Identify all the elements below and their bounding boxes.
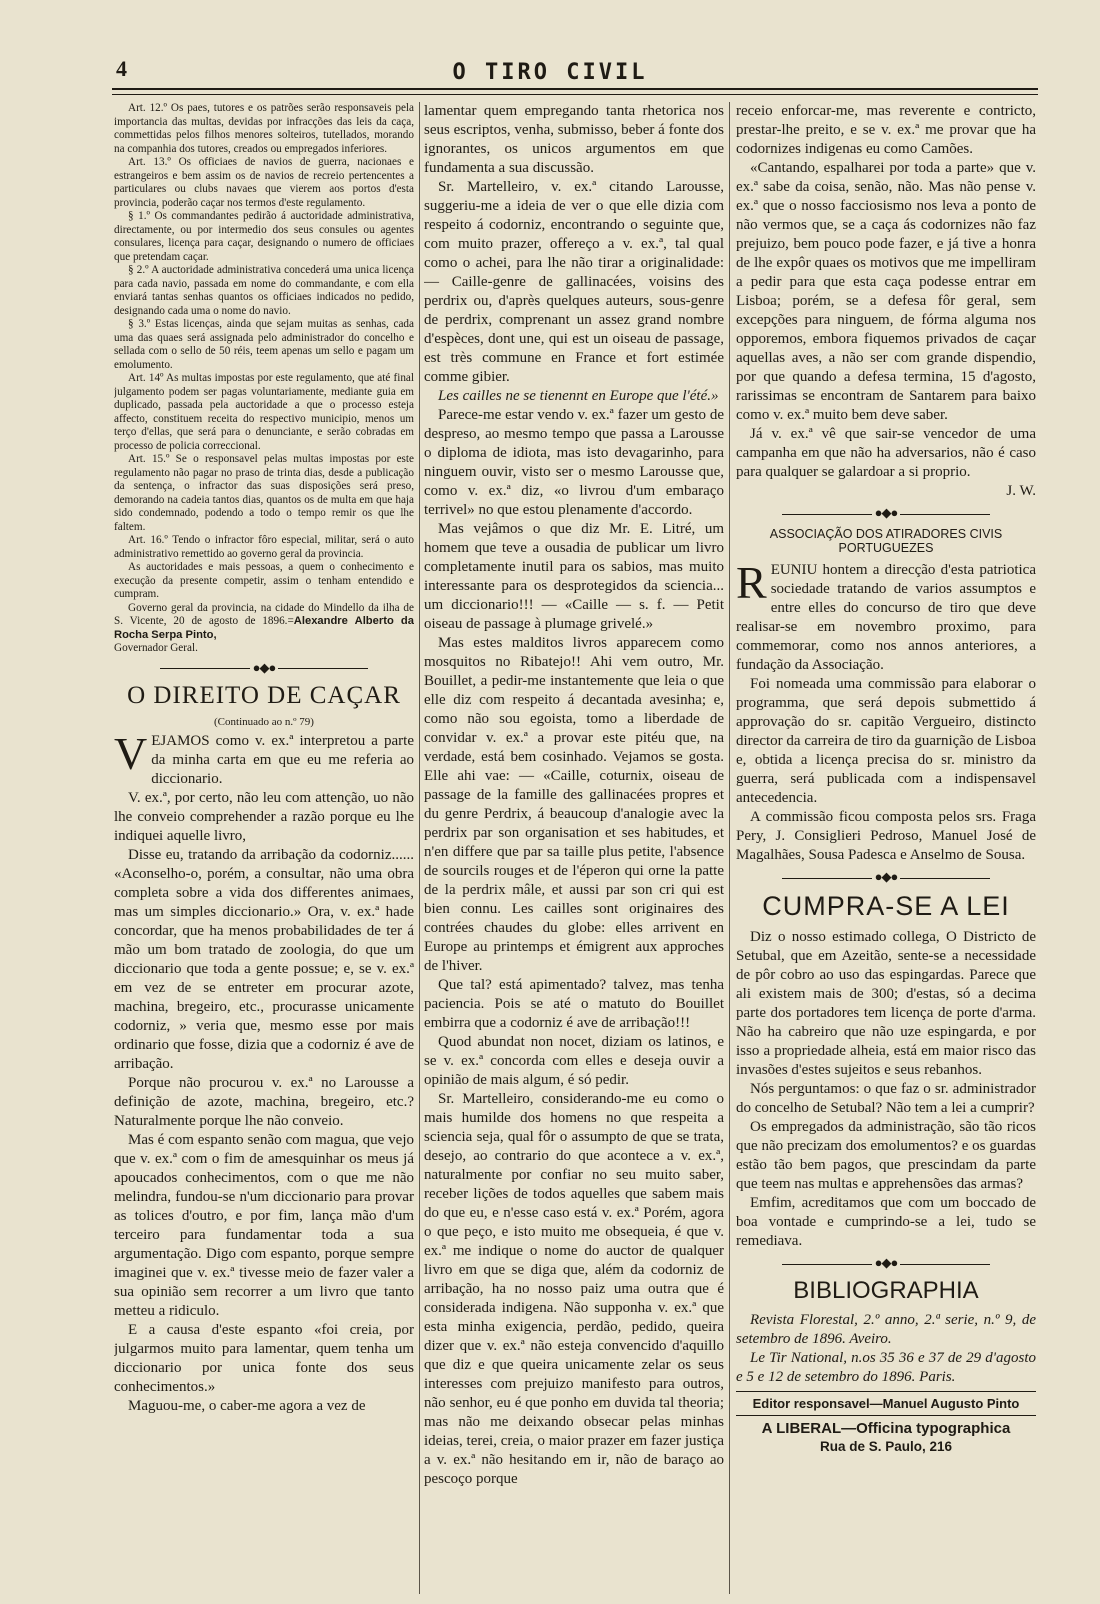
article-paragraph: Quod abundat non nocet, diziam os latinos, e se v. ex.ª concorda com elles e deseja ouvir a opinião de mais algum, é só pedir. <box>424 1034 724 1088</box>
bibliography-entry: Le Tir National, n.os 35 36 e 37 de 29 d'agosto e 5 e 12 de setembro do 1896. Paris. <box>736 1350 1036 1385</box>
ornament-divider: ●◆● <box>736 1255 1036 1271</box>
article-paragraph: § 3.º Estas licenças, ainda que sejam muitas as senhas, cada uma das quaes será assignada pelo administrador do concelho e sellada com o sello de 50 réis, teem apenas um sello e pagam um emolumento. <box>114 318 414 371</box>
ornament-divider: ●◆● <box>114 660 414 676</box>
article-paragraph: § 2.º A auctoridade administrativa concederá uma unica licença para cada navio, passada em nome do commandante, e com ella enviará tantas senhas quantos os officiaes indicados no pedido, designando cada uma o nome do navio. <box>114 264 414 317</box>
footer-rule <box>736 1391 1036 1392</box>
article-paragraph: As auctoridades e mais pessoas, a quem o conhecimento e execução da presente competir, assim o tenham entendido e cumpram. <box>114 561 414 600</box>
article-paragraph: Sr. Martelleiro, considerando-me eu como o mais humilde dos homens no que respeita a sciencia seja, qual fôr o assumpto de que se trata, desejo, ao contrario do que acontece a v. ex.ª, naturalmente por confiar no seu muito saber, receber lições de todos aquelles que sabem mais do que eu, e n'esse caso está v. ex.ª Porém, agora o que peço, e isto muito me obsequeia, é que v. ex.ª me indique o nome do auctor de qualquer livro em que se diga que, além da codorniz de arribação, ha no nosso paiz uma outra que é considerada indigena. Não supponha v. ex.ª que esta minha exigencia, perdão, pedido, queira dizer que v. ex.ª não esteja convencido d'aquillo que diz e que queira unicamente zelar os seus interesses com prejuizo manifesto para outros, não senhor, eu é que ponho em duvida tal theoria; mas não me deixando obsecar pelas minhas ideias, terei, creia, o maior prazer em fazer justiça a v. ex.ª não hesitando em ir, não de baraço ao pescoço porque <box>424 1091 724 1487</box>
ornament-divider: ●◆● <box>736 869 1036 885</box>
article-paragraph: «Cantando, espalharei por toda a parte» que v. ex.ª sabe da coisa, senão, não. Mas não pense v. ex.ª que o nosso facciosismo nos leva a ponto de não vermos que, se a caça ás codornizes não faz prejuizo, bem pouco pode fazer, e já tive a honra de lhe expôr quaes os motivos que me impelliram a pedir para que esta caça podesse entrar em Lisboa; porém, se a defesa fôr geral, sem excepções para ninguem, de fórma alguma nos opporemos, embora fiquemos privados de caçar aquellas aves, a não ser com grande dispendio, por que quando a defesa termina, 15 d'agosto, rarissimas se encontram de Santarem para baixo como v. ex.ª muito bem deve saber. <box>736 160 1036 423</box>
article-paragraph: Emfim, acreditamos que com um boccado de boa vontade e cumprindo-se a lei, tudo se remediava. <box>736 1195 1036 1249</box>
signer-name: Alexandre Alberto da Rocha Serpa Pinto, <box>114 615 414 641</box>
section-title: ASSOCIAÇÃO DOS ATIRADORES CIVIS PORTUGUEZES <box>769 527 1003 555</box>
printer-line: A LIBERAL—Officina typographica <box>761 1420 1011 1437</box>
article-paragraph: Art. 12.º Os paes, tutores e os patrões serão responsaveis pela importancia das multas, devidas por infracções das leis da caça, commettidas pelos filhos menores solteiros, tutellados, morando na companhia dos tutores, creados ou empregados inferiores. <box>114 102 414 155</box>
column-divider <box>419 102 420 1594</box>
lead-text: como v. ex.ª interpretou a parte da minha carta em que eu me referia ao diccionario. <box>151 732 414 787</box>
article-paragraph: § 1.º Os commandantes pedirão á auctoridade administrativa, directamente, ou por intermedio dos seus consules ou agentes consulares, licença para caçar, designando o numero de officiaes que pretendam caçar. <box>114 210 414 263</box>
section-title: BIBLIOGRAPHIA <box>793 1277 979 1304</box>
article-lead-paragraph <box>736 557 1036 675</box>
article-paragraph: Nós perguntamos: o que faz o sr. administrador do concelho de Setubal? Não tem a lei a cumprir? <box>736 1081 1036 1116</box>
regulation-articles <box>114 102 414 656</box>
continuation-note: (Continuado ao n.º 79) <box>214 715 314 728</box>
column-1 <box>114 102 414 1594</box>
lead-word: EUNIU <box>770 562 818 578</box>
editor-line: Editor responsavel—Manuel Augusto Pinto <box>752 1396 1020 1411</box>
article-paragraph: Os empregados da administração, são tão ricos que não precizam dos emolumentos? e os guardas estão tão bem pagos, que prescindam da parte que teem nas multas e apprehensões das armas? <box>736 1119 1036 1192</box>
article-paragraph: V. ex.ª, por certo, não leu com attenção, uo não lhe conveio comprehender a razão porque eu lhe indiquei aquelle livro, <box>114 789 414 844</box>
article-paragraph: Sr. Martelleiro, v. ex.ª citando Larousse, suggeriu-me a ideia de ver o que elle dizia com respeito á codorniz, encontrando o seguinte que, com muito prazer, offereço a v. ex.ª, tal qual como o achei, para lhe não tirar a originalidade: — Caille-genre de gallinacées, voisins des perdrix ou, d'après quelques auteurs, sous-genre de perdrix, comprenant un assez grand nombre d'espèces, dont une, qui est un oiseau de passage, est très commune en France et fort estimée comme gibier. <box>424 179 724 385</box>
article-paragraph: Que tal? está apimentado? talvez, mas tenha paciencia. Pois se até o matuto do Bouillet embirra que a codorniz é ave de arribação!!! <box>424 977 724 1031</box>
article-paragraph: Parece-me estar vendo v. ex.ª fazer um gesto de despreso, ao mesmo tempo que passa a Larousse o diploma de idiota, mas isto devagarinho, para ninguem ouvir, visto ser o mesmo Larousse que, como v. ex.ª diz, «o livrou d'um embaraço terrivel» no que estou plenamente d'accordo. <box>424 407 724 518</box>
column-divider <box>729 102 730 1594</box>
lead-text: hontem a direcção d'esta patriotica sociedade tratando de varios assumptos e entre elles do concurso de tiro que deve realisar-se em novembro proximo, para commemorar, como nos annos anteriores, a fundação da Associação. <box>736 562 1036 673</box>
governor-date-line: Governo geral da provincia, na cidade do Mindello da ilha de S. Vicente, 20 de agosto de 1896.= <box>114 601 414 627</box>
drop-cap: V <box>114 727 148 779</box>
section-title: O DIREITO DE CAÇAR <box>127 681 401 709</box>
column-2 <box>424 102 724 1594</box>
article-paragraph: A commissão ficou composta pelos srs. Fraga Pery, J. Consiglieri Pedroso, Manuel José de Magalhães, Sousa Padesca e Anselmo de Sousa. <box>736 809 1036 863</box>
article-paragraph: Maguou-me, o caber-me agora a vez de <box>128 1397 366 1414</box>
section-title: CUMPRA-SE A LEI <box>762 891 1010 921</box>
header-rule <box>112 88 1038 90</box>
article-paragraph: Foi nomeada uma commissão para elaborar o programma, que será depois submettido á approvação do sr. capitão Vergueiro, distincto director da carreira de tiro da guarnição de Lisboa e, obtida a licença precisa do sr. ministro da guerra, será publicada com a indispensavel antecedencia. <box>736 676 1036 806</box>
article-paragraph: Art. 14º As multas impostas por este regulamento, que até final julgamento podem ser pagas voluntariamente, mediante guia em duplicado, passada pela auctoridade a que o processo esteja affecto, constituem receita do respectivo municipio, menos um terço d'ellas, que será para o denunciante, e serão cobradas em processo de policia correccional. <box>114 372 414 452</box>
signer-title: Governador Geral. <box>114 642 198 654</box>
article-paragraph: Mas é com espanto senão com magua, que vejo que v. ex.ª com o fim de amesquinhar os meus já apoucados conhecimentos, com o que me não melindra, fundou-se n'um diccionario para provar as tolices d'outro, e por fim, lança mão d'um terceiro para fundamentar toda a sua argumentação. Digo com espanto, porque sempre imaginei que v. ex.ª tivesse meio de fazer valer a sua opinião sem recorrer a um livro que tanto metteu a ridiculo. <box>114 1131 414 1319</box>
printer-address: Rua de S. Paulo, 216 <box>819 1439 953 1454</box>
lead-word: EJAMOS <box>151 732 210 749</box>
article-paragraph: Disse eu, tratando da arribação da codorniz...... «Aconselho-o, porém, a consultar, não uma obra completa sobre a vida dos differentes animaes, mas um simples diccionario.» Ora, v. ex.ª hade concordar, que ha menos probabilidades de ter á mão um bom tratado de zoologia, do que um diccionario que toda a gente possue; e, se v. ex.ª em vez de se entreter em procurar azote, machina, bregeiro, etc., procurasse unicamente codorniz, » veria que, mesmo esse por mais ordinario que fosse, dizia que a codorniz é ave de arribação. <box>114 846 414 1072</box>
footer-rule <box>736 1415 1036 1416</box>
article-quote: Les cailles ne se tienennt en Europe que l'été.» <box>438 388 719 404</box>
article-paragraph: Art. 16.º Tendo o infractor fôro especial, militar, será o auto administrativo remettido ao governo geral da provincia. <box>114 534 414 560</box>
article-lead-paragraph <box>114 727 414 789</box>
article-paragraph: receio enforcar-me, mas reverente e contricto, prestar-lhe preito, e se v. ex.ª me provar que ha codornizes indigenas eu como Camões. <box>736 103 1036 157</box>
newspaper-title: O TIRO CIVIL <box>452 60 648 85</box>
column-3 <box>736 102 1036 1594</box>
article-paragraph <box>114 602 414 643</box>
article-paragraph: Mas vejâmos o que diz Mr. E. Litré, um homem que teve a ousadia de publicar um livro completamente inutil para os sabios, mas muito interessante para os desprotegidos da sciencia... um diccionario!!! — «Caille — s. f. — Petit oiseau de passage à plumage grivelé.» <box>424 521 724 632</box>
article-paragraph: lamentar quem empregando tanta rhetorica nos seus escriptos, venha, submisso, beber á fonte dos ignorantes, os unicos argumentos em que fundamenta a sua discussão. <box>424 103 724 176</box>
author-signature: J. W. <box>1006 483 1036 499</box>
article-paragraph: Diz o nosso estimado collega, O Districto de Setubal, que em Azeitão, sente-se a necessidade de pôr cobro ao uso das espingardas. Parece que ali existem mais de 300; d'estas, só a decima parte dos portadores tem licença de porte d'arma. Não ha cabreiro que não uze espingarda, e por isso a propriedade alheia, está em maior risco das invasões d'estes sujeitos e seus rebanhos. <box>736 929 1036 1078</box>
page-number: 4 <box>116 56 127 81</box>
article-paragraph: Porque não procurou v. ex.ª no Larousse a definição de azote, machina, bregeiro, etc.? Naturalmente porque lhe não conveio. <box>114 1074 414 1129</box>
article-paragraph: Art. 15.º Se o responsavel pelas multas impostas por este regulamento não pagar no praso de trinta dias, desde a publicação da sentença, o infractor das suas disposições será preso, demorando na cadeia tantos dias, quantos os de multa em que haja sido condemnado, podendo a todo o tempo remir os que lhe faltem. <box>114 453 414 533</box>
page-header <box>0 0 1100 100</box>
article-paragraph: Art. 13.º Os officiaes de navios de guerra, nacionaes e estrangeiros e bem assim os de navios de recreio pertencentes a particulares ou clubs navaes que vierem aos portos d'esta provincia, poderão caçar nos termos d'este regulamento. <box>114 156 414 209</box>
article-paragraph: Já v. ex.ª vê que sair-se vencedor de uma campanha em que não ha adversarios, não é caso para qualquer se galardoar a si proprio. <box>736 426 1036 480</box>
header-rule-thin <box>112 94 1038 95</box>
ornament-divider: ●◆● <box>736 505 1036 521</box>
article-paragraph: Mas estes malditos livros apparecem como mosquitos no Ribatejo!! Ahi vem outro, Mr. Bouillet, a pedir-me instantemente que leia o que elle diz com respeito á decantada avesinha; e, como não sou egoista, tomo a liberdade de convidar v. ex.ª a provar este pitéu que, na verdade, está bem cosinhado. Vejamos se gosta. Elle ahi vae: — «Caille, coturnix, oiseau de passage de la famille des gallinacées propres et du genre Perdrix, á beaucoup d'analogie avec la perdrix par son organisation et ses habitudes, et n'en differe que par sa taille plus petite, l'absence de sourcils rouges et de l'éperon qui orne la patte de la perdrix mâle, et aussi par son cri qui est bien connu. Les cailles sont originaires des contrées chaudes du globe: elles arrivent en Europe au printemps et émigrent aux approches de l'hiver. <box>424 635 724 974</box>
drop-cap: R <box>736 557 767 608</box>
bibliography-entry: Revista Florestal, 2.º anno, 2.ª serie, n.º 9, de setembro de 1896. Aveiro. <box>736 1312 1036 1347</box>
article-paragraph: E a causa d'este espanto «foi creia, por julgarmos muito para lamentar, quem tenha um diccionario por unica fonte dos seus conhecimentos.» <box>114 1321 414 1395</box>
